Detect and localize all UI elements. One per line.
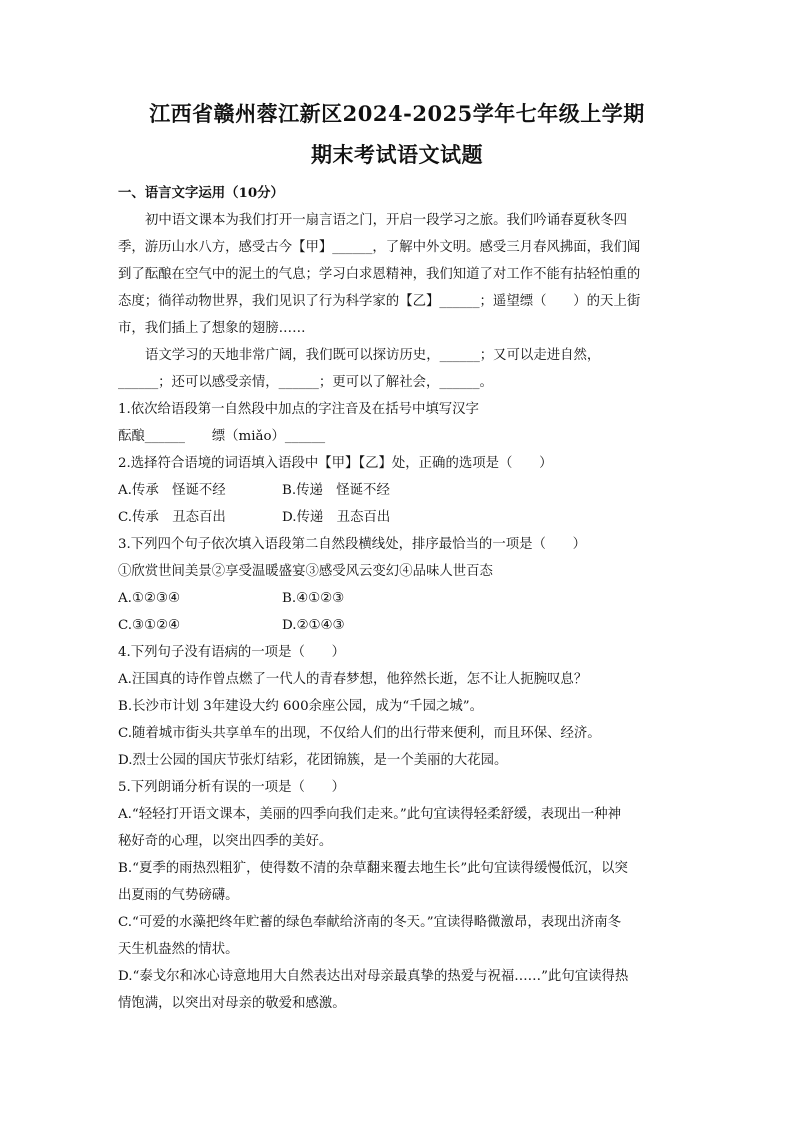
passage-line: 态度；徜徉动物世界，我们见识了行为科学家的【乙】______；遥望缥（ ）的天上街 (118, 294, 641, 309)
question-4 (118, 639, 676, 774)
option-c: C.随着城市街头共享单车的出现，不仅给人们的出行带来便利，而且环保、经济。 (118, 726, 601, 741)
question-stem: 3.下列四个句子依次填入语段第二自然段横线处，排序最恰当的一项是（ ） (118, 537, 587, 552)
exam-title-line1: 江西省赣州蓉江新区2024-2025学年七年级上学期 (149, 101, 645, 126)
section-heading: 一、语言文字运用（10分） (118, 185, 284, 201)
question-answer-line: 酝酿______ 缥（miǎo）______ (118, 429, 326, 444)
passage-line: ______；还可以感受亲情，______；更可以了解社会，______。 (118, 375, 493, 390)
option-b: B.④①②③ (282, 591, 345, 606)
question-1 (118, 396, 676, 450)
option-a-cont: 秘好奇的心理，以突出四季的美好。 (118, 834, 333, 849)
passage-paragraph-2 (118, 342, 676, 396)
question-stem: 1.依次给语段第一自然段中加点的字注音及在括号中填写汉字 (118, 402, 479, 417)
question-2 (118, 450, 676, 531)
question-5 (118, 774, 676, 1017)
option-c: C.③①②④ (118, 618, 181, 633)
option-a: A.汪国真的诗作曾点燃了一代人的青春梦想，他猝然长逝，怎不让人扼腕叹息？ (118, 672, 588, 687)
option-a: A.传承 怪诞不经 (118, 483, 226, 498)
exam-content (118, 180, 676, 1017)
passage-line: 语文学习的天地非常广阔，我们既可以探访历史，______；又可以走进自然， (145, 348, 601, 363)
question-sentences: ①欣赏世间美景②享受温暖盛宴③感受风云变幻④品味人世百态 (118, 564, 493, 579)
option-b: B.传递 怪诞不经 (282, 483, 390, 498)
option-b: B.“夏季的雨热烈粗犷，使得数不清的杂草翻来覆去地生长”此句宜读得缓慢低沉，以突 (118, 861, 628, 876)
option-a: A.“轻轻打开语文课本，美丽的四季向我们走来。”此句宜读得轻柔舒缓，表现出一种神 (118, 807, 621, 822)
option-b: B.长沙市计划 3年建设大约 600余座公园，成为“千园之城”。 (118, 699, 483, 714)
exam-title-line2: 期末考试语文试题 (311, 142, 483, 167)
question-stem: 2.选择符合语境的词语填入语段中【甲】【乙】处，正确的选项是（ ） (118, 456, 553, 471)
option-d: D.烈士公园的国庆节张灯结彩，花团锦簇，是一个美丽的大花园。 (118, 753, 508, 768)
option-b-cont: 出夏雨的气势磅礴。 (118, 888, 239, 903)
option-row (118, 585, 676, 612)
option-c: C.传承 丑态百出 (118, 510, 226, 525)
option-c-cont: 天生机盎然的情状。 (118, 942, 239, 957)
option-d: D.传递 丑态百出 (282, 510, 391, 525)
option-d: D.②①④③ (282, 618, 345, 633)
passage-line: 到了酝酿在空气中的泥土的气息；学习白求恩精神，我们知道了对工作不能有拈轻怕重的 (118, 267, 641, 282)
option-d: D.“泰戈尔和冰心诗意地用大自然表达出对母亲最真挚的热爱与祝福……”此句宜读得热 (118, 969, 629, 984)
passage-line: 季，游历山水八方，感受古今【甲】______，了解中外文明。感受三月春风拂面，我们闻 (118, 240, 641, 255)
question-stem: 4.下列句子没有语病的一项是（ ） (118, 645, 346, 660)
option-row (118, 477, 676, 504)
option-c: C.“可爱的水藻把终年贮蓄的绿色奉献给济南的冬天。”宜读得略微激昂，表现出济南冬 (118, 915, 622, 930)
question-3 (118, 531, 676, 639)
passage-line: 市，我们插上了想象的翅膀…… (118, 321, 306, 336)
question-stem: 5.下列朗诵分析有误的一项是（ ） (118, 780, 346, 795)
option-row (118, 504, 676, 531)
passage-paragraph-1 (118, 207, 676, 342)
option-row (118, 612, 676, 639)
option-d-cont: 情饱满，以突出对母亲的敬爱和感激。 (118, 996, 346, 1011)
option-a: A.①②③④ (118, 591, 180, 606)
passage-line: 初中语文课本为我们打开一扇言语之门，开启一段学习之旅。我们吟诵春夏秋冬四 (145, 213, 628, 228)
